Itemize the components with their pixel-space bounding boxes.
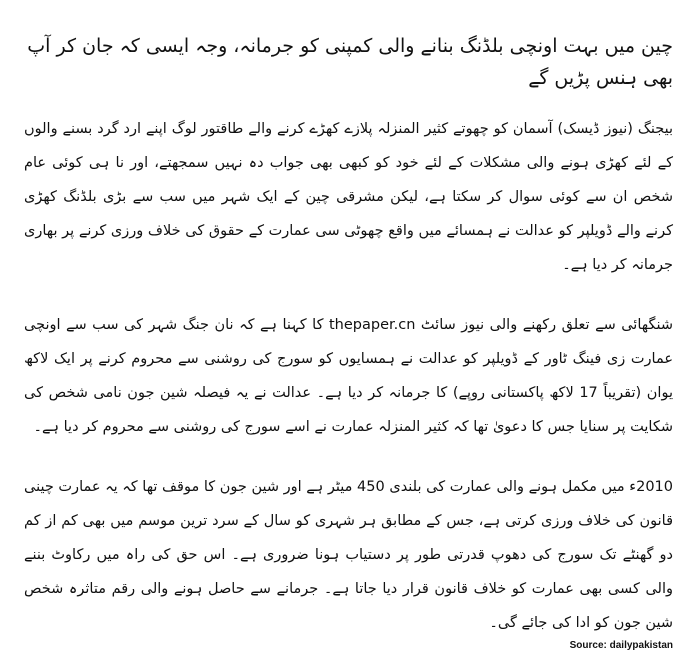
article-paragraph-intro: بیجنگ (نیوز ڈیسک) آسمان کو چھوتے کثیر المنزلہ پلازے کھڑے کرنے والے طاقتور لوگ اپنے ارد گرد بسنے والوں کے لئے کھڑی ہونے والی مشکلات کے لئے خود کو کبھی بھی جواب دہ نہیں سمجھتے، اور نا ہی کوئی عام شخص ان سے کوئی سوال کر سکتا ہے، لیکن مشرقی چین کے ایک شہر میں سب سے بڑی بلڈنگ کھڑی کرنے والے ڈویلپر کو عدالت نے ہمسائے میں واقع چھوٹی سی عمارت کے حقوق کی خلاف ورزی کرنے پر بھاری جرمانہ کر دیا ہے۔ bbox=[24, 121, 673, 273]
article-paragraph-building-law: 2010ء میں مکمل ہونے والی عمارت کی بلندی 450 میٹر ہے اور شین جون کا موقف تھا کہ یہ عمارت چینی قانون کی خلاف ورزی کرتی ہے، جس کے مطابق ہر شہری کو سال کے سرد ترین موسم میں بھی کم از کم دو گھنٹے تک سورج کی دھوپ قدرتی طور پر دستیاب ہونا ضروری ہے۔ اس حق کی راہ میں رکاوٹ بننے والی کسی بھی عمارت کو خلاف قانون قرار دیا جاتا ہے۔ جرمانے سے حاصل ہونے والی رقم متاثرہ شخص شین جون کو ادا کی جائے گی۔ bbox=[24, 479, 673, 631]
source-credit: Source: dailypakistan bbox=[569, 640, 673, 651]
article-paragraph-court-ruling: شنگھائی سے تعلق رکھنے والی نیوز سائٹ thepaper.cn کا کہنا ہے کہ نان جنگ شہر کی سب سے اونچی عمارت زی فینگ ٹاور کے ڈویلپر کو عدالت نے ہمسایوں کو سورج کی روشنی سے محروم کرنے پر ایک لاکھ یوان (تقریباً 17 لاکھ پاکستانی روپے) کا جرمانہ کر دیا ہے۔ عدالت نے یہ فیصلہ شین جون نامی شخص کی شکایت پر سنایا جس کا دعویٰ تھا کہ کثیر المنزلہ عمارت نے اسے سورج کی روشنی سے محروم کر دیا ہے۔ bbox=[24, 317, 673, 435]
article-headline: چین میں بہت اونچی بلڈنگ بنانے والی کمپنی کو جرمانہ، وجہ ایسی کہ جان کر آپ بھی ہنس پڑیں گے bbox=[27, 35, 673, 89]
